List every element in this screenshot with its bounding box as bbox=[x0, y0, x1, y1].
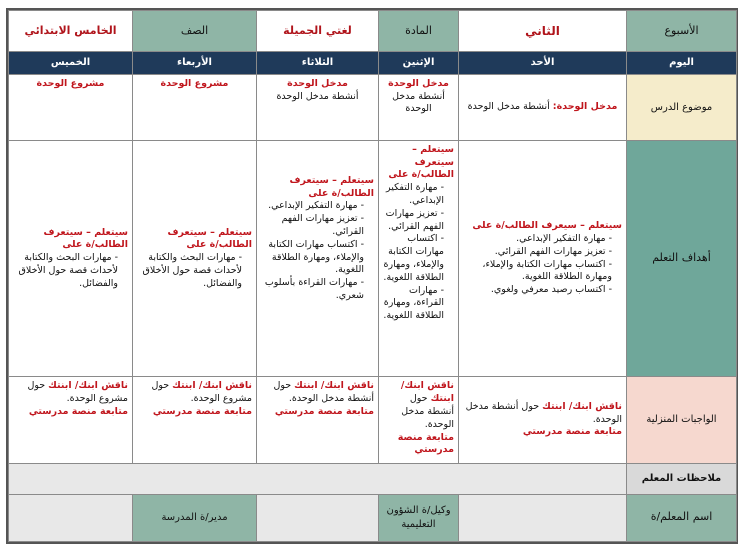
topic-monday-red: مدخل الوحدة bbox=[388, 77, 449, 89]
objectives-thursday bbox=[9, 140, 133, 377]
objectives-wednesday-list bbox=[137, 252, 252, 290]
homework-thursday-footer: متابعة منصة مدرستي bbox=[28, 406, 128, 418]
objectives-tuesday bbox=[257, 140, 379, 377]
list-item: - مهارات القراءة، ومهارة الطلاقة اللغوية. bbox=[383, 285, 444, 323]
objectives-tuesday-intro: سيتعلم – سيتعرف الطالب/ة على bbox=[289, 174, 374, 199]
objectives-label: أهداف التعلم bbox=[627, 140, 737, 377]
day-thursday: الخميس bbox=[9, 52, 133, 75]
weekly-plan-table bbox=[8, 10, 737, 542]
objectives-sunday bbox=[459, 140, 627, 377]
day-monday: الإثنين bbox=[379, 52, 459, 75]
topic-tuesday-black: أنشطة مدخل الوحدة bbox=[276, 90, 359, 102]
days-row bbox=[9, 52, 737, 75]
list-item: - مهارات البحث والكتابة لأحداث قصة حول الأخلاق والفضائل. bbox=[13, 252, 118, 290]
homework-monday bbox=[379, 377, 459, 463]
signature-row bbox=[9, 494, 737, 541]
notes-field[interactable] bbox=[9, 463, 627, 494]
lesson-topic-row bbox=[9, 74, 737, 140]
list-item: - تعزيز مهارات الفهم القرائي. bbox=[383, 208, 444, 234]
topic-tuesday-red: مدخل الوحدة bbox=[287, 77, 348, 89]
teacher-name-label: اسم المعلم/ة bbox=[627, 494, 737, 541]
homework-label: الواجبات المنزلية bbox=[627, 377, 737, 463]
subject-label: المادة bbox=[379, 11, 459, 52]
objectives-row bbox=[9, 140, 737, 377]
objectives-wednesday bbox=[133, 140, 257, 377]
homework-tuesday-black: حول أنشطة مدخل الوحدة. bbox=[273, 380, 374, 405]
vice-principal-label: وكيل/ة الشؤون التعليمية bbox=[379, 494, 459, 541]
homework-tuesday bbox=[257, 377, 379, 463]
homework-thursday-black: حول مشروع الوحدة. bbox=[27, 380, 128, 405]
list-item: - اكتساب مهارات الكتابة والإملاء، ومهارة الطلاقة اللغوية. bbox=[261, 239, 364, 277]
notes-row bbox=[9, 463, 737, 494]
topic-monday bbox=[379, 74, 459, 140]
topic-sunday bbox=[459, 74, 627, 140]
topic-sunday-red: مدخل الوحدة: bbox=[552, 100, 618, 112]
objectives-tuesday-list bbox=[261, 200, 374, 303]
vice-principal-field[interactable] bbox=[257, 494, 379, 541]
homework-row bbox=[9, 377, 737, 463]
day-wednesday: الأربعاء bbox=[133, 52, 257, 75]
topic-tuesday bbox=[257, 74, 379, 140]
objectives-monday bbox=[379, 140, 459, 377]
day-label: اليوم bbox=[627, 52, 737, 75]
list-item: - مهارات البحث والكتابة لأحداث قصة حول الأخلاق والفضائل. bbox=[137, 252, 242, 290]
list-item: - اكتساب رصيد معرفي ولغوي. bbox=[463, 284, 612, 297]
homework-sunday-footer: متابعة منصة مدرستي bbox=[522, 426, 622, 438]
homework-tuesday-red: ناقش ابنك/ ابنتك bbox=[294, 380, 374, 392]
topic-thursday bbox=[9, 74, 133, 140]
header-row bbox=[9, 11, 737, 52]
list-item: - تعزيز مهارات الفهم القرائي. bbox=[463, 246, 612, 259]
homework-sunday-black: حول أنشطة مدخل الوحدة. bbox=[465, 400, 622, 425]
objectives-sunday-list bbox=[463, 233, 622, 297]
topic-thursday-red: مشروع الوحدة bbox=[36, 77, 105, 89]
weekly-plan-frame bbox=[6, 8, 738, 544]
week-value: الثاني bbox=[459, 11, 627, 52]
topic-monday-black: أنشطة مدخل الوحدة bbox=[392, 90, 445, 115]
list-item: - اكتساب مهارات الكتابة والإملاء، ومهارة الطلاقة اللغوية. bbox=[463, 259, 612, 285]
homework-wednesday-black: حول مشروع الوحدة. bbox=[151, 380, 252, 405]
homework-wednesday-footer: متابعة منصة مدرستي bbox=[152, 406, 252, 418]
objectives-wednesday-intro: سيتعلم – سيتعرف الطالب/ة على bbox=[167, 226, 252, 251]
objectives-sunday-intro: سيتعلم – سيعرف الطالب/ة على bbox=[472, 220, 622, 232]
grade-value: الخامس الابتدائي bbox=[9, 11, 133, 52]
homework-tuesday-footer: متابعة منصة مدرستي bbox=[274, 406, 374, 418]
grade-label: الصف bbox=[133, 11, 257, 52]
homework-sunday bbox=[459, 377, 627, 463]
notes-label: ملاحظات المعلم bbox=[627, 463, 737, 494]
week-label: الأسبوع bbox=[627, 11, 737, 52]
homework-monday-red: ناقش ابنك/ ابنتك bbox=[400, 380, 454, 405]
topic-sunday-black: أنشطة مدخل الوحدة bbox=[467, 100, 550, 112]
teacher-name-field[interactable] bbox=[459, 494, 627, 541]
homework-monday-footer: متابعة منصة مدرستي bbox=[397, 431, 454, 456]
objectives-monday-list bbox=[383, 182, 454, 323]
list-item: - مهارة التفكير الإبداعي. bbox=[463, 233, 612, 246]
homework-wednesday bbox=[133, 377, 257, 463]
homework-sunday-red: ناقش ابنك/ ابنتك bbox=[542, 400, 622, 412]
objectives-thursday-intro: سيتعلم – سيتعرف الطالب/ة على bbox=[43, 226, 128, 251]
day-sunday: الأحد bbox=[459, 52, 627, 75]
principal-label: مدير/ة المدرسة bbox=[133, 494, 257, 541]
homework-thursday-red: ناقش ابنك/ ابنتك bbox=[48, 380, 128, 392]
topic-wednesday-red: مشروع الوحدة bbox=[160, 77, 229, 89]
list-item: - مهارة التفكير الإبداعي. bbox=[383, 182, 444, 208]
objectives-monday-intro: سيتعلم – سيتعرف الطالب/ة على bbox=[388, 143, 454, 181]
list-item: - اكتساب مهارات الكتابة والإملاء، ومهارة الطلاقة اللغوية. bbox=[383, 233, 444, 284]
objectives-thursday-list bbox=[13, 252, 128, 290]
list-item: - مهارة التفكير الإبداعي. bbox=[261, 200, 364, 213]
list-item: - تعزيز مهارات الفهم القرائي. bbox=[261, 213, 364, 239]
lesson-topic-label: موضوع الدرس bbox=[627, 74, 737, 140]
topic-wednesday bbox=[133, 74, 257, 140]
homework-monday-black: حول أنشطة مدخل الوحدة. bbox=[401, 393, 454, 430]
day-tuesday: الثلاثاء bbox=[257, 52, 379, 75]
homework-thursday bbox=[9, 377, 133, 463]
list-item: - مهارات القراءة بأسلوب شعري. bbox=[261, 277, 364, 303]
homework-wednesday-red: ناقش ابنك/ ابنتك bbox=[172, 380, 252, 392]
subject-value: لغتي الجميلة bbox=[257, 11, 379, 52]
principal-field[interactable] bbox=[9, 494, 133, 541]
